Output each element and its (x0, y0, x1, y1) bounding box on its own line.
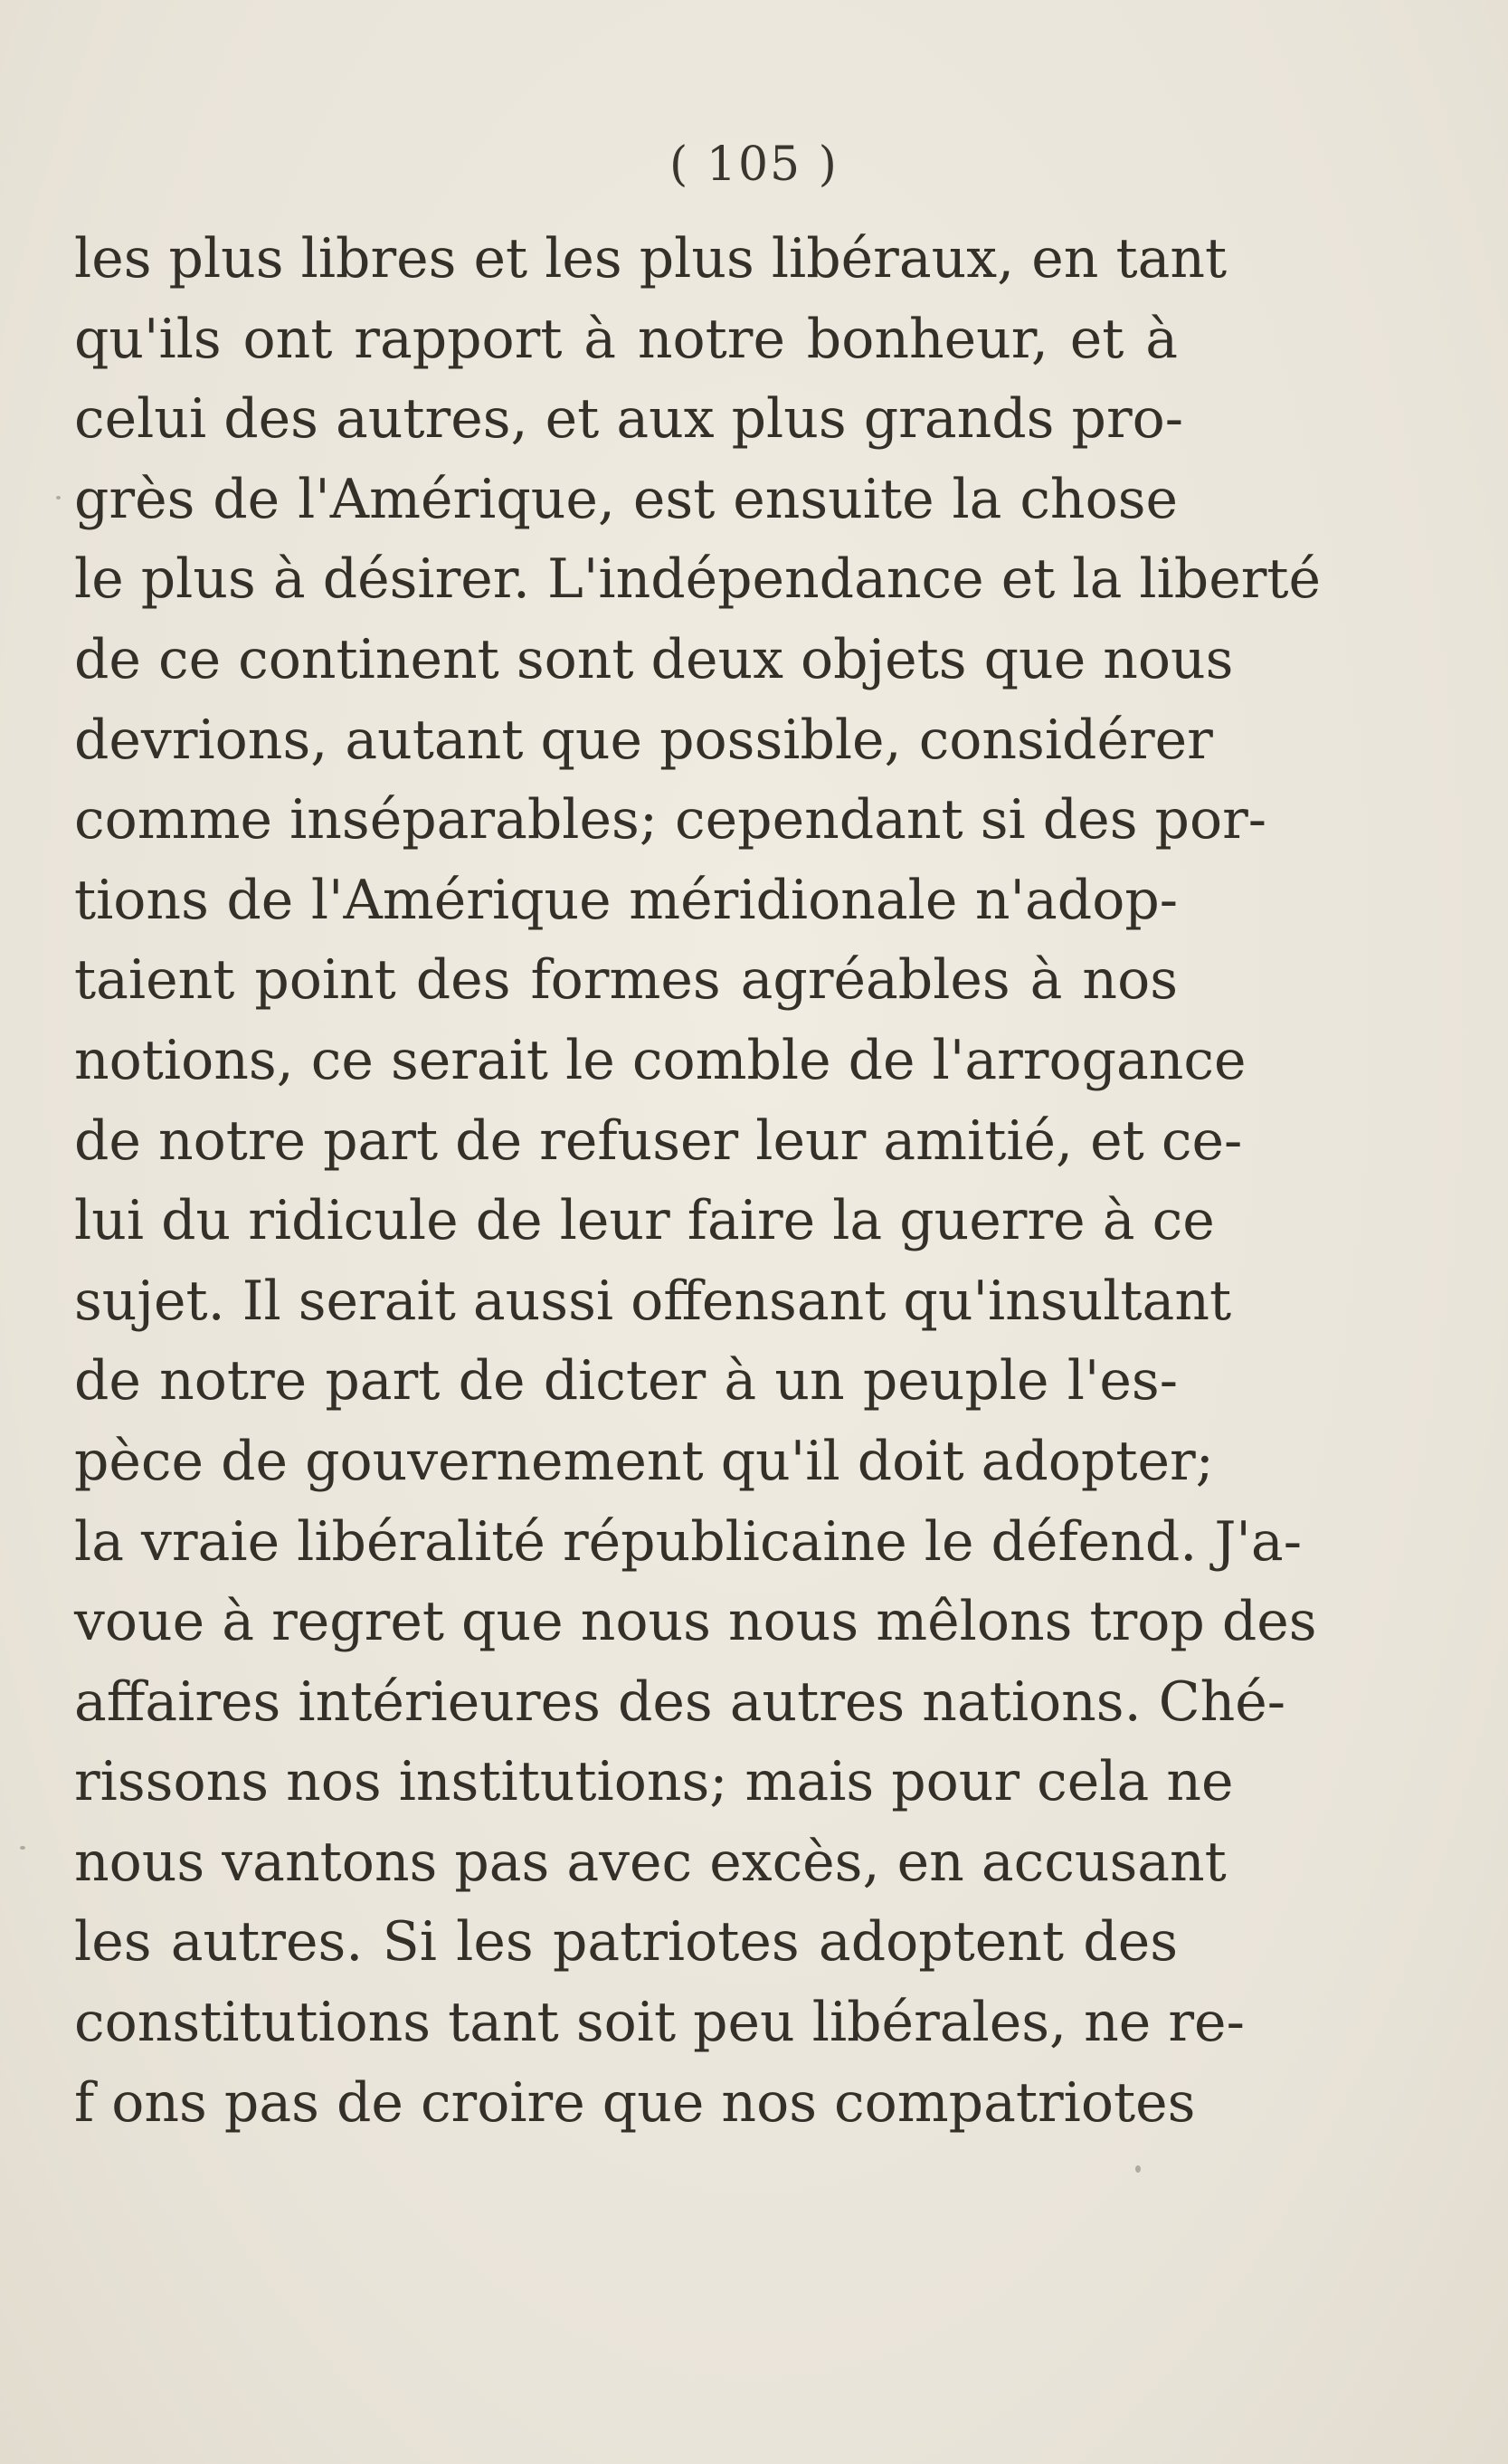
text-line: les autres. Si les patriotes adoptent des (74, 1910, 1178, 1974)
text-line: constitutions tant soit peu libérales, ne re- (74, 1991, 1245, 2055)
text-line: comme inséparables; cependant si des por- (74, 788, 1267, 852)
text-line: la vraie libéralité républicaine le défend. J'a- (74, 1509, 1302, 1574)
text-line: affaires intérieures des autres nations. Ché- (74, 1670, 1286, 1734)
text-line: nous vantons pas avec excès, en accusant (74, 1830, 1227, 1894)
text-line: f ons pas de croire que nos compatriotes (74, 2070, 1196, 2135)
text-line: les plus libres et les plus libéraux, en tant (74, 227, 1228, 290)
text-line: de notre part de dicter à un peuple l'es- (74, 1349, 1178, 1413)
text-line: celui des autres, et aux plus grands pro- (74, 387, 1184, 452)
page-number: ( 105 ) (669, 138, 839, 192)
text-line: le plus à désirer. L'indépendance et la liberté (74, 547, 1322, 612)
body-text (74, 219, 1322, 2143)
text-line: de ce continent sont deux objets que nous (74, 627, 1234, 691)
text-line: tions de l'Amérique méridionale n'adop- (74, 868, 1178, 932)
text-line: grès de l'Amérique, est ensuite la chose (74, 467, 1178, 531)
text-line: sujet. Il serait aussi offensant qu'insultant (74, 1269, 1232, 1333)
text-line: taient point des formes agréables à nos (74, 948, 1178, 1013)
text-line: notions, ce serait le comble de l'arrogance (74, 1028, 1247, 1092)
text-line: lui du ridicule de leur faire la guerre à ce (74, 1189, 1215, 1253)
text-line: devrions, autant que possible, considérer (74, 708, 1213, 772)
text-line: qu'ils ont rapport à notre bonheur, et à (74, 307, 1178, 371)
text-line: voue à regret que nous nous mêlons trop des (74, 1590, 1317, 1654)
text-line: pèce de gouvernement qu'il doit adopter; (74, 1429, 1214, 1493)
text-line: rissons nos institutions; mais pour cela ne (74, 1750, 1234, 1814)
paper-speck (56, 496, 61, 499)
text-line: de notre part de refuser leur amitié, et ce- (74, 1108, 1243, 1173)
paper-speck (20, 1846, 25, 1850)
paper-speck (1135, 2165, 1141, 2173)
